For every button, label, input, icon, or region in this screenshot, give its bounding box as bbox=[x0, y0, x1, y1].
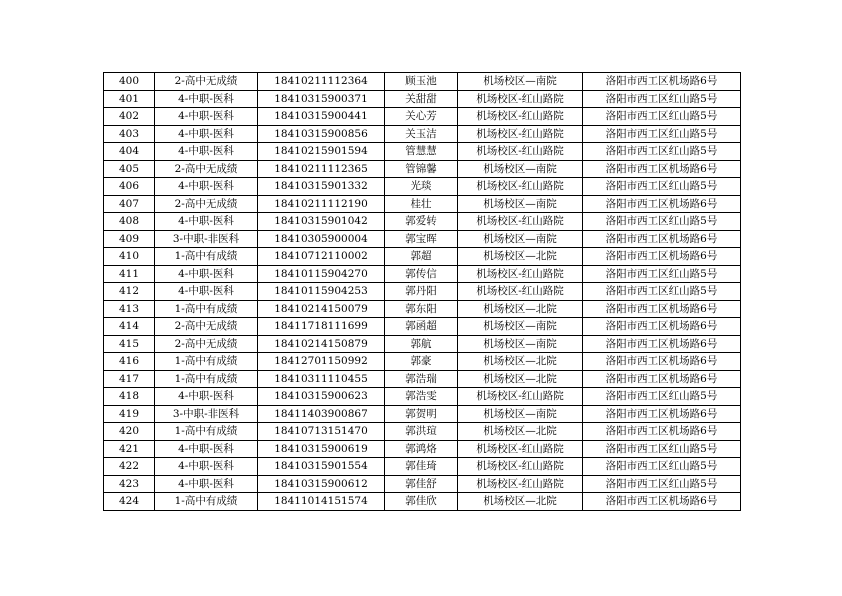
table-row bbox=[104, 178, 741, 196]
address-cell: 洛阳市西工区红山路5号 bbox=[583, 125, 741, 143]
row-number-cell: 407 bbox=[104, 195, 155, 213]
exam-id-cell: 18410211112364 bbox=[258, 73, 385, 91]
row-number-cell: 411 bbox=[104, 265, 155, 283]
student-name-cell: 郭宝晖 bbox=[385, 230, 458, 248]
table-row bbox=[104, 143, 741, 161]
table-row bbox=[104, 265, 741, 283]
campus-cell: 机场校区—北院 bbox=[458, 248, 583, 266]
student-name-cell: 管锦馨 bbox=[385, 160, 458, 178]
address-cell: 洛阳市西工区红山路5号 bbox=[583, 458, 741, 476]
table-row bbox=[104, 335, 741, 353]
row-number-cell: 417 bbox=[104, 370, 155, 388]
exam-id-cell: 18410712110002 bbox=[258, 248, 385, 266]
student-name-cell: 郭浩瑞 bbox=[385, 370, 458, 388]
address-cell: 洛阳市西工区红山路5号 bbox=[583, 143, 741, 161]
exam-id-cell: 18410315900371 bbox=[258, 90, 385, 108]
table-row bbox=[104, 370, 741, 388]
campus-cell: 机场校区—南院 bbox=[458, 160, 583, 178]
row-number-cell: 404 bbox=[104, 143, 155, 161]
student-name-cell: 郭洪瑄 bbox=[385, 423, 458, 441]
table-row bbox=[104, 108, 741, 126]
category-cell: 4-中职-医科 bbox=[155, 283, 258, 301]
exam-id-cell: 18410315901332 bbox=[258, 178, 385, 196]
address-cell: 洛阳市西工区机场路6号 bbox=[583, 318, 741, 336]
category-cell: 4-中职-医科 bbox=[155, 265, 258, 283]
exam-id-cell: 18410215901594 bbox=[258, 143, 385, 161]
table-row bbox=[104, 90, 741, 108]
table-row bbox=[104, 440, 741, 458]
student-name-cell: 郭佳欣 bbox=[385, 493, 458, 511]
student-name-cell: 郭东阳 bbox=[385, 300, 458, 318]
category-cell: 4-中职-医科 bbox=[155, 90, 258, 108]
row-number-cell: 419 bbox=[104, 405, 155, 423]
address-cell: 洛阳市西工区机场路6号 bbox=[583, 335, 741, 353]
table-row bbox=[104, 160, 741, 178]
row-number-cell: 423 bbox=[104, 475, 155, 493]
category-cell: 4-中职-医科 bbox=[155, 178, 258, 196]
category-cell: 4-中职-医科 bbox=[155, 213, 258, 231]
address-cell: 洛阳市西工区机场路6号 bbox=[583, 423, 741, 441]
student-name-cell: 郭贺明 bbox=[385, 405, 458, 423]
row-number-cell: 414 bbox=[104, 318, 155, 336]
category-cell: 4-中职-医科 bbox=[155, 125, 258, 143]
row-number-cell: 422 bbox=[104, 458, 155, 476]
campus-cell: 机场校区-红山路院 bbox=[458, 213, 583, 231]
table-row bbox=[104, 405, 741, 423]
student-name-cell: 管慧慧 bbox=[385, 143, 458, 161]
address-cell: 洛阳市西工区红山路5号 bbox=[583, 440, 741, 458]
student-name-cell: 郭超 bbox=[385, 248, 458, 266]
address-cell: 洛阳市西工区机场路6号 bbox=[583, 160, 741, 178]
exam-id-cell: 18410315900612 bbox=[258, 475, 385, 493]
row-number-cell: 401 bbox=[104, 90, 155, 108]
student-name-cell: 郭传信 bbox=[385, 265, 458, 283]
row-number-cell: 424 bbox=[104, 493, 155, 511]
row-number-cell: 405 bbox=[104, 160, 155, 178]
row-number-cell: 408 bbox=[104, 213, 155, 231]
exam-id-cell: 18410115904253 bbox=[258, 283, 385, 301]
student-name-cell: 郭佳琦 bbox=[385, 458, 458, 476]
table-row bbox=[104, 388, 741, 406]
address-cell: 洛阳市西工区机场路6号 bbox=[583, 248, 741, 266]
row-number-cell: 406 bbox=[104, 178, 155, 196]
exam-id-cell: 18410211112190 bbox=[258, 195, 385, 213]
student-name-cell: 郭航 bbox=[385, 335, 458, 353]
category-cell: 1-高中有成绩 bbox=[155, 493, 258, 511]
student-name-cell: 顾玉池 bbox=[385, 73, 458, 91]
campus-cell: 机场校区—南院 bbox=[458, 73, 583, 91]
table-row bbox=[104, 230, 741, 248]
table-row bbox=[104, 300, 741, 318]
address-cell: 洛阳市西工区机场路6号 bbox=[583, 73, 741, 91]
row-number-cell: 413 bbox=[104, 300, 155, 318]
student-name-cell: 郭函超 bbox=[385, 318, 458, 336]
table-row bbox=[104, 125, 741, 143]
campus-cell: 机场校区-红山路院 bbox=[458, 125, 583, 143]
category-cell: 4-中职-医科 bbox=[155, 458, 258, 476]
category-cell: 3-中职-非医科 bbox=[155, 230, 258, 248]
student-name-cell: 关甜甜 bbox=[385, 90, 458, 108]
category-cell: 2-高中无成绩 bbox=[155, 73, 258, 91]
exam-id-cell: 18410305900004 bbox=[258, 230, 385, 248]
exam-id-cell: 18410315900619 bbox=[258, 440, 385, 458]
student-name-cell: 光琰 bbox=[385, 178, 458, 196]
exam-id-cell: 18411014151574 bbox=[258, 493, 385, 511]
campus-cell: 机场校区—南院 bbox=[458, 335, 583, 353]
exam-id-cell: 18411403900867 bbox=[258, 405, 385, 423]
category-cell: 3-中职-非医科 bbox=[155, 405, 258, 423]
table-row bbox=[104, 195, 741, 213]
address-cell: 洛阳市西工区机场路6号 bbox=[583, 353, 741, 371]
address-cell: 洛阳市西工区机场路6号 bbox=[583, 300, 741, 318]
table-row bbox=[104, 353, 741, 371]
category-cell: 1-高中有成绩 bbox=[155, 370, 258, 388]
address-cell: 洛阳市西工区机场路6号 bbox=[583, 230, 741, 248]
table-row bbox=[104, 493, 741, 511]
campus-cell: 机场校区-红山路院 bbox=[458, 388, 583, 406]
category-cell: 1-高中有成绩 bbox=[155, 423, 258, 441]
exam-id-cell: 18410713151470 bbox=[258, 423, 385, 441]
campus-cell: 机场校区-红山路院 bbox=[458, 90, 583, 108]
exam-id-cell: 18410315900441 bbox=[258, 108, 385, 126]
address-cell: 洛阳市西工区红山路5号 bbox=[583, 475, 741, 493]
category-cell: 2-高中无成绩 bbox=[155, 195, 258, 213]
campus-cell: 机场校区-红山路院 bbox=[458, 265, 583, 283]
campus-cell: 机场校区—北院 bbox=[458, 493, 583, 511]
campus-cell: 机场校区-红山路院 bbox=[458, 440, 583, 458]
address-cell: 洛阳市西工区红山路5号 bbox=[583, 108, 741, 126]
table-row bbox=[104, 458, 741, 476]
row-number-cell: 420 bbox=[104, 423, 155, 441]
category-cell: 1-高中有成绩 bbox=[155, 248, 258, 266]
table-row bbox=[104, 475, 741, 493]
table-row bbox=[104, 283, 741, 301]
exam-id-cell: 18410315900856 bbox=[258, 125, 385, 143]
address-cell: 洛阳市西工区红山路5号 bbox=[583, 90, 741, 108]
row-number-cell: 415 bbox=[104, 335, 155, 353]
campus-cell: 机场校区—南院 bbox=[458, 318, 583, 336]
category-cell: 2-高中无成绩 bbox=[155, 318, 258, 336]
exam-id-cell: 18410214150879 bbox=[258, 335, 385, 353]
campus-cell: 机场校区—南院 bbox=[458, 195, 583, 213]
category-cell: 1-高中有成绩 bbox=[155, 300, 258, 318]
student-name-cell: 郭浩雯 bbox=[385, 388, 458, 406]
campus-cell: 机场校区-红山路院 bbox=[458, 475, 583, 493]
row-number-cell: 400 bbox=[104, 73, 155, 91]
table-row bbox=[104, 318, 741, 336]
address-cell: 洛阳市西工区红山路5号 bbox=[583, 213, 741, 231]
address-cell: 洛阳市西工区红山路5号 bbox=[583, 388, 741, 406]
category-cell: 2-高中无成绩 bbox=[155, 335, 258, 353]
exam-id-cell: 18410115904270 bbox=[258, 265, 385, 283]
exam-id-cell: 18410211112365 bbox=[258, 160, 385, 178]
row-number-cell: 416 bbox=[104, 353, 155, 371]
row-number-cell: 421 bbox=[104, 440, 155, 458]
exam-id-cell: 18410214150079 bbox=[258, 300, 385, 318]
row-number-cell: 402 bbox=[104, 108, 155, 126]
address-cell: 洛阳市西工区机场路6号 bbox=[583, 405, 741, 423]
exam-id-cell: 18410311110455 bbox=[258, 370, 385, 388]
student-name-cell: 郭鸿烙 bbox=[385, 440, 458, 458]
category-cell: 4-中职-医科 bbox=[155, 388, 258, 406]
student-roster-table bbox=[103, 72, 741, 511]
row-number-cell: 410 bbox=[104, 248, 155, 266]
exam-id-cell: 18410315901042 bbox=[258, 213, 385, 231]
row-number-cell: 409 bbox=[104, 230, 155, 248]
address-cell: 洛阳市西工区红山路5号 bbox=[583, 283, 741, 301]
campus-cell: 机场校区—北院 bbox=[458, 423, 583, 441]
student-name-cell: 关心芳 bbox=[385, 108, 458, 126]
exam-id-cell: 18412701150992 bbox=[258, 353, 385, 371]
campus-cell: 机场校区—北院 bbox=[458, 300, 583, 318]
category-cell: 4-中职-医科 bbox=[155, 108, 258, 126]
table-row bbox=[104, 213, 741, 231]
campus-cell: 机场校区—南院 bbox=[458, 405, 583, 423]
table-row bbox=[104, 73, 741, 91]
address-cell: 洛阳市西工区红山路5号 bbox=[583, 178, 741, 196]
campus-cell: 机场校区-红山路院 bbox=[458, 283, 583, 301]
student-name-cell: 桂壮 bbox=[385, 195, 458, 213]
category-cell: 2-高中无成绩 bbox=[155, 160, 258, 178]
address-cell: 洛阳市西工区红山路5号 bbox=[583, 265, 741, 283]
address-cell: 洛阳市西工区机场路6号 bbox=[583, 195, 741, 213]
exam-id-cell: 18410315901554 bbox=[258, 458, 385, 476]
table-row bbox=[104, 248, 741, 266]
campus-cell: 机场校区—南院 bbox=[458, 230, 583, 248]
row-number-cell: 418 bbox=[104, 388, 155, 406]
address-cell: 洛阳市西工区机场路6号 bbox=[583, 370, 741, 388]
campus-cell: 机场校区-红山路院 bbox=[458, 143, 583, 161]
campus-cell: 机场校区-红山路院 bbox=[458, 178, 583, 196]
campus-cell: 机场校区—北院 bbox=[458, 370, 583, 388]
student-name-cell: 郭豪 bbox=[385, 353, 458, 371]
student-name-cell: 关玉洁 bbox=[385, 125, 458, 143]
campus-cell: 机场校区-红山路院 bbox=[458, 108, 583, 126]
student-name-cell: 郭佳舒 bbox=[385, 475, 458, 493]
exam-id-cell: 18410315900623 bbox=[258, 388, 385, 406]
student-name-cell: 郭丹阳 bbox=[385, 283, 458, 301]
student-name-cell: 郭爱转 bbox=[385, 213, 458, 231]
row-number-cell: 403 bbox=[104, 125, 155, 143]
category-cell: 4-中职-医科 bbox=[155, 143, 258, 161]
category-cell: 4-中职-医科 bbox=[155, 475, 258, 493]
row-number-cell: 412 bbox=[104, 283, 155, 301]
roster-table-body bbox=[104, 73, 741, 511]
campus-cell: 机场校区-红山路院 bbox=[458, 458, 583, 476]
campus-cell: 机场校区—北院 bbox=[458, 353, 583, 371]
table-row bbox=[104, 423, 741, 441]
address-cell: 洛阳市西工区机场路6号 bbox=[583, 493, 741, 511]
exam-id-cell: 18411718111699 bbox=[258, 318, 385, 336]
category-cell: 1-高中有成绩 bbox=[155, 353, 258, 371]
category-cell: 4-中职-医科 bbox=[155, 440, 258, 458]
